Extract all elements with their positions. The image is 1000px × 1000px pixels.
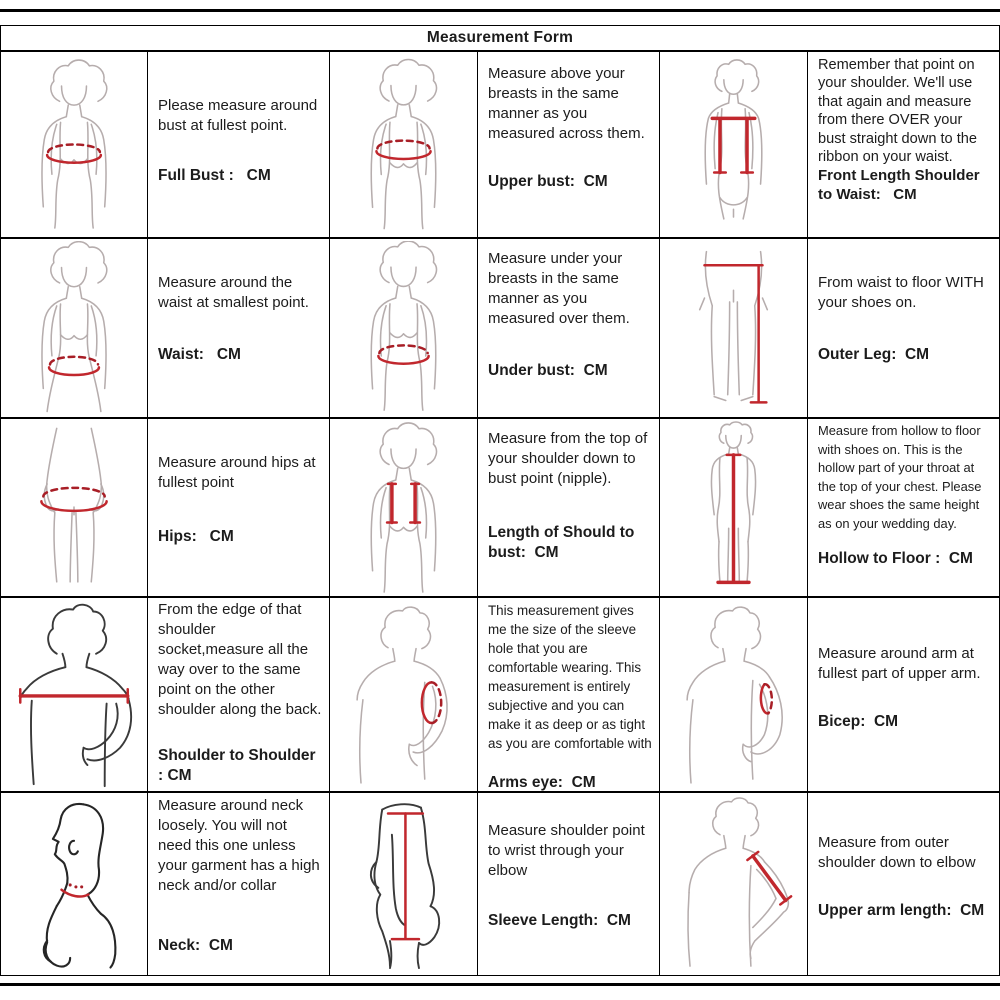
measure-desc: From waist to floor WITH your shoes on.: [818, 274, 984, 311]
measure-label: Sleeve Length: CM: [488, 911, 631, 929]
under-bust-figure: [332, 241, 475, 415]
measurement-grid: [1, 52, 999, 975]
arms-eye-figure: [332, 600, 475, 789]
measure-label: Under bust: CM: [488, 361, 608, 379]
measure-label: Bicep: CM: [818, 712, 899, 730]
measure-cell-arms-eye: [478, 598, 660, 793]
measure-label: Neck: CM: [158, 936, 233, 954]
measure-cell-hips: [148, 419, 330, 598]
figure-cell-waist: [1, 239, 148, 419]
measure-cell-neck: [148, 793, 330, 975]
figure-cell-upper-arm: [660, 793, 808, 975]
measure-desc: Measure above your breasts in the same manner as you measured across them.: [488, 65, 645, 142]
figure-cell-upper-bust: [330, 52, 478, 239]
full-bust-figure: [3, 54, 145, 235]
figure-cell-arms-eye: [330, 598, 478, 793]
measure-label: Arms eye: CM: [488, 774, 596, 792]
form-title: Measurement Form: [1, 26, 999, 52]
hollow-to-floor-figure: [662, 421, 805, 594]
neck-figure: [3, 795, 145, 973]
measure-desc: Measure around arm at fullest part of upper arm.: [818, 645, 981, 682]
measure-cell-full-bust: [148, 52, 330, 239]
bicep-figure: [662, 600, 805, 789]
hips-figure: [3, 421, 145, 594]
measure-cell-bicep: [808, 598, 999, 793]
top-rule: [0, 9, 1000, 12]
sleeve-length-figure: [332, 795, 475, 973]
figure-cell-under-bust: [330, 239, 478, 419]
figure-cell-hollow-to-floor: [660, 419, 808, 598]
outer-leg-figure: [662, 241, 805, 415]
figure-cell-sleeve-length: [330, 793, 478, 975]
waist-figure: [3, 241, 145, 415]
measure-label: Length of Should to bust: CM: [488, 523, 639, 562]
measure-label: Upper arm length: CM: [818, 901, 985, 919]
measure-cell-waist: [148, 239, 330, 419]
measure-desc: Measure around neck loosely. You will not need this one unless your garment has a high neck and/or collar: [158, 797, 320, 894]
measure-desc: Please measure around bust at fullest point.: [158, 97, 318, 134]
measure-cell-front-length: [808, 52, 999, 239]
measure-desc: This measurement gives me the size of the sleeve hole that you are comfortable wearing. This measurement is entirely subjective and you can make it as deep or as tight as you are comfortable with: [488, 603, 652, 752]
measure-label: Shoulder to Shoulder : CM: [158, 746, 320, 785]
figure-cell-neck: [1, 793, 148, 975]
measure-cell-shoulder-to-bust: [478, 419, 660, 598]
measure-cell-sleeve-length: [478, 793, 660, 975]
measure-cell-shoulder-to-shoulder: [148, 598, 330, 793]
measure-label: Hips: CM: [158, 527, 234, 545]
measure-desc: Measure around hips at fullest point: [158, 454, 316, 491]
figure-cell-shoulder-to-shoulder: [1, 598, 148, 793]
measure-cell-hollow-to-floor: [808, 419, 999, 598]
figure-cell-shoulder-to-bust: [330, 419, 478, 598]
front-length-figure: [662, 54, 805, 235]
measure-desc: Measure from the top of your shoulder down to bust point (nipple).: [488, 430, 648, 487]
measure-cell-outer-leg: [808, 239, 999, 419]
measure-desc: From the edge of that shoulder socket,measure all the way over to the same point on the other shoulder along the back.: [158, 601, 322, 718]
measure-label: Upper bust: CM: [488, 172, 608, 190]
measure-desc: Measure from hollow to floor with shoes on. This is the hollow part of your throat at the top of your chest. Please wear shoes the same height as on your wedding day.: [818, 423, 982, 531]
measure-label: Full Bust : CM: [158, 166, 271, 184]
measure-desc: Measure under your breasts in the same manner as you measured over them.: [488, 250, 630, 327]
figure-cell-hips: [1, 419, 148, 598]
measure-desc: Measure from outer shoulder down to elbow: [818, 834, 976, 871]
shoulder-to-bust-figure: [332, 421, 475, 594]
measure-label: Outer Leg: CM: [818, 345, 930, 363]
measure-desc: Measure around the waist at smallest point.: [158, 274, 309, 311]
bottom-rule: [0, 983, 1000, 986]
figure-cell-front-length: [660, 52, 808, 239]
measure-desc: Measure shoulder point to wrist through your elbow: [488, 822, 645, 879]
figure-cell-outer-leg: [660, 239, 808, 419]
measurement-form: [0, 25, 1000, 976]
upper-arm-figure: [662, 795, 805, 973]
measure-cell-upper-bust: [478, 52, 660, 239]
upper-bust-figure: [332, 54, 475, 235]
measure-desc: Remember that point on your shoulder. We'll use that again and measure from there OVER your bust straight down to the ribbon on your waist.: [818, 57, 978, 165]
shoulder-to-shoulder-figure: [3, 600, 145, 789]
figure-cell-bicep: [660, 598, 808, 793]
measure-label: Front Length Shoulder to Waist: CM: [818, 167, 984, 204]
measure-cell-under-bust: [478, 239, 660, 419]
figure-cell-full-bust: [1, 52, 148, 239]
measure-label: Hollow to Floor : CM: [818, 550, 973, 568]
measure-label: Waist: CM: [158, 345, 241, 363]
measure-cell-upper-arm: [808, 793, 999, 975]
